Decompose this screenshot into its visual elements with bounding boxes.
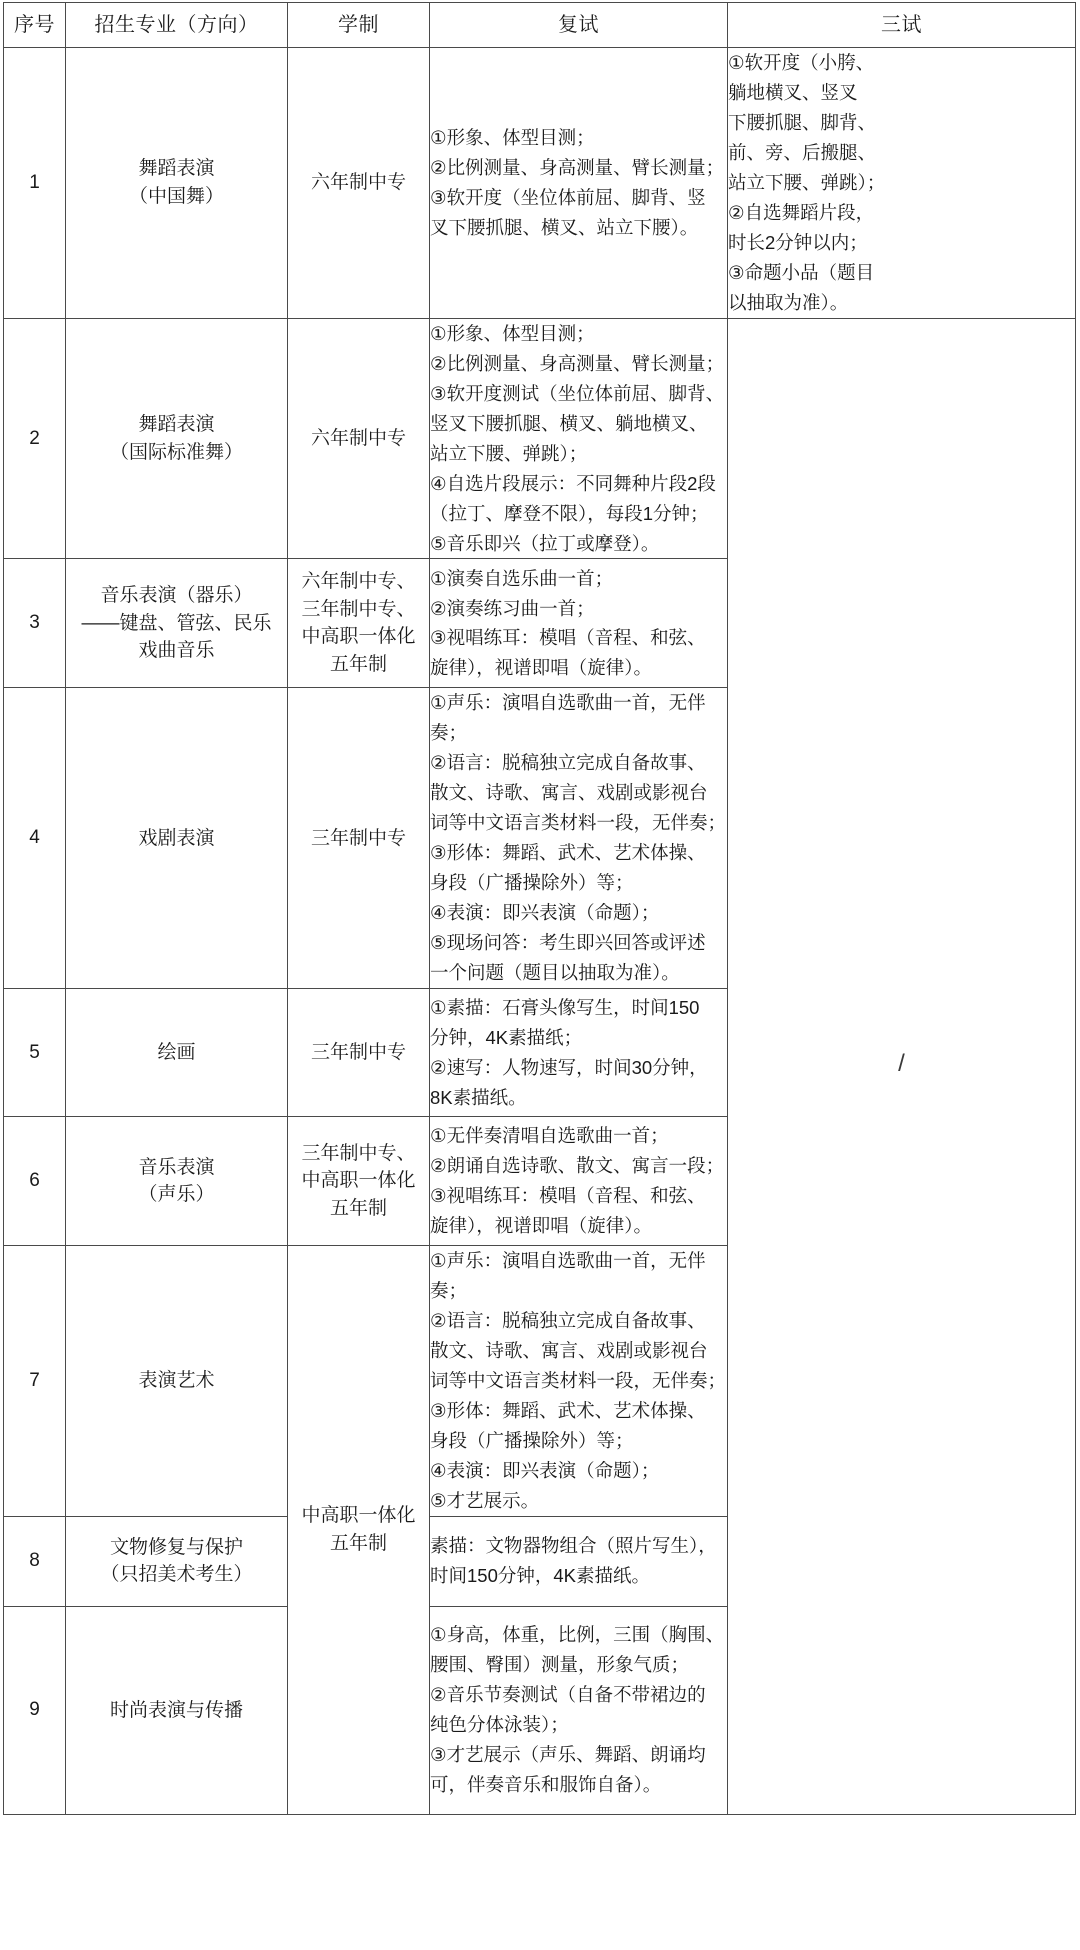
text-line: ②音乐节奏测试（自备不带裙边的 xyxy=(430,1684,706,1706)
text-line: ③视唱练耳：模唱（音程、和弦、 xyxy=(430,1185,706,1207)
cell-retest xyxy=(430,688,728,989)
text-line: 前、旁、后搬腿、 xyxy=(728,141,877,163)
text-line: ③软开度（坐位体前屈、脚背、竖 xyxy=(430,186,706,208)
text-line: ①声乐：演唱自选歌曲一首，无伴奏； xyxy=(430,1250,706,1302)
cell-no: 5 xyxy=(4,989,66,1117)
text-line: 腰围、臀围）测量，形象气质； xyxy=(430,1654,690,1676)
cell-system-merged xyxy=(288,1246,430,1815)
cell-no: 1 xyxy=(4,48,66,319)
text-line: 散文、诗歌、寓言、戏剧或影视台 xyxy=(430,782,708,804)
cell-system xyxy=(288,989,430,1117)
text-line: 可，伴奏音乐和服饰自备）。 xyxy=(430,1774,662,1796)
text-line: ①形象、体型目测； xyxy=(430,322,595,344)
cell-no: 6 xyxy=(4,1117,66,1246)
header-row xyxy=(4,3,1076,48)
cell-major xyxy=(66,989,288,1117)
text-line: ②演奏练习曲一首； xyxy=(430,597,595,619)
text-line: 六年制中专、 xyxy=(301,571,416,593)
text-line: （中国舞） xyxy=(128,185,224,207)
cell-system xyxy=(288,48,430,319)
column-header-third: 三试 xyxy=(728,3,1076,48)
text-line: 中高职一体化 xyxy=(301,1505,416,1527)
text-line: ④自选片段展示：不同舞种片段2段 xyxy=(430,472,716,494)
text-line: ②比例测量、身高测量、臂长测量； xyxy=(430,156,725,178)
cell-major xyxy=(66,1606,288,1814)
cell-no: 2 xyxy=(4,318,66,559)
column-header-major: 招生专业（方向） xyxy=(66,3,288,48)
text-line: 叉下腰抓腿、横叉、站立下腰）。 xyxy=(430,216,699,238)
text-line: 词等中文语言类材料一段，无伴奏； xyxy=(430,812,727,834)
text-line: 旋律），视谱即唱（旋律）。 xyxy=(430,1215,653,1237)
text-line: 三年制中专 xyxy=(310,827,406,849)
text-line: ①声乐：演唱自选歌曲一首，无伴奏； xyxy=(430,692,706,744)
cell-major xyxy=(66,48,288,319)
text-line: 下腰抓腿、脚背、 xyxy=(728,111,877,133)
text-line: 躺地横叉、竖叉 xyxy=(728,81,858,103)
text-line: 三年制中专、 xyxy=(301,598,416,620)
text-line: ——键盘、管弦、民乐 xyxy=(81,612,272,634)
text-line: 三年制中专 xyxy=(310,1041,406,1063)
text-line: ②语言：脱稿独立完成自备故事、 xyxy=(430,752,706,774)
column-header-retest: 复试 xyxy=(430,3,728,48)
text-line: 以抽取为准）。 xyxy=(728,291,849,313)
text-line: 纯色分体泳装）； xyxy=(430,1714,569,1736)
text-line: ③视唱练耳：模唱（音程、和弦、 xyxy=(430,627,706,649)
cell-retest xyxy=(430,1606,728,1814)
cell-no: 9 xyxy=(4,1606,66,1814)
text-line: ②朗诵自选诗歌、散文、寓言一段； xyxy=(430,1155,725,1177)
cell-no: 7 xyxy=(4,1246,66,1517)
cell-major xyxy=(66,559,288,688)
text-line: 舞蹈表演 xyxy=(138,158,215,180)
cell-third-merged xyxy=(728,318,1076,1814)
text-line: 音乐表演 xyxy=(138,1156,215,1178)
cell-system xyxy=(288,559,430,688)
text-line: ⑤音乐即兴（拉丁或摩登）。 xyxy=(430,532,660,554)
column-header-system: 学制 xyxy=(288,3,430,48)
text-line: 时长2分钟以内； xyxy=(728,231,868,253)
text-line: ⑤现场问答：考生即兴回答或评述 xyxy=(430,932,706,954)
text-line: ④表演：即兴表演（命题）； xyxy=(430,902,660,924)
text-line: 五年制 xyxy=(329,1533,387,1555)
text-line: 音乐表演（器乐） xyxy=(100,585,253,607)
cell-major xyxy=(66,1117,288,1246)
text-line: 文物修复与保护 xyxy=(109,1536,243,1558)
text-line: 散文、诗歌、寓言、戏剧或影视台 xyxy=(430,1340,708,1362)
text-line: 六年制中专 xyxy=(310,172,406,194)
text-line: 舞蹈表演 xyxy=(138,414,215,436)
cell-system xyxy=(288,1117,430,1246)
cell-no: 8 xyxy=(4,1516,66,1606)
table-row xyxy=(4,318,1076,559)
text-line: 一个问题（题目以抽取为准）。 xyxy=(430,962,680,984)
text-line: 词等中文语言类材料一段，无伴奏； xyxy=(430,1370,727,1392)
cell-system xyxy=(288,318,430,559)
text-line: 旋律），视谱即唱（旋律）。 xyxy=(430,657,653,679)
cell-retest xyxy=(430,1516,728,1606)
text-line: ②比例测量、身高测量、臂长测量； xyxy=(430,352,725,374)
text-line: ③形体：舞蹈、武术、艺术体操、 xyxy=(430,1400,706,1421)
text-line: （声乐） xyxy=(138,1184,215,1206)
text-line: ④表演：即兴表演（命题）； xyxy=(430,1459,660,1481)
text-line: （国际标准舞） xyxy=(109,441,243,463)
text-line: ①无伴奏清唱自选歌曲一首； xyxy=(430,1125,669,1147)
text-line: 戏曲音乐 xyxy=(138,640,215,662)
text-line: 六年制中专 xyxy=(310,427,406,449)
text-line: 五年制 xyxy=(329,1197,387,1219)
text-line: 中高职一体化 xyxy=(301,626,416,648)
text-line: 时尚表演与传播 xyxy=(109,1699,243,1721)
text-line: （只招美术考生） xyxy=(100,1564,253,1586)
cell-major xyxy=(66,1246,288,1517)
text-line: 时间150分钟，4K素描纸。 xyxy=(430,1565,650,1587)
cell-no: 4 xyxy=(4,688,66,989)
text-line: ②速写：人物速写，时间30分钟， xyxy=(430,1056,708,1078)
text-line: 竖叉下腰抓腿、横叉、躺地横叉、 xyxy=(430,412,708,434)
admissions-exam-table xyxy=(3,2,1076,1815)
table-row xyxy=(4,48,1076,319)
text-line: 身段（广播操除外）等； xyxy=(430,1429,634,1451)
text-line: 五年制 xyxy=(329,654,387,676)
text-line: 站立下腰、弹跳）； xyxy=(728,171,886,193)
cell-retest xyxy=(430,48,728,319)
table-page xyxy=(0,2,1080,1950)
text-line: ②语言：脱稿独立完成自备故事、 xyxy=(430,1310,706,1332)
text-line: ③形体：舞蹈、武术、艺术体操、 xyxy=(430,842,706,864)
text-line: 站立下腰、弹跳）； xyxy=(430,442,588,464)
text-line: 素描：文物器物组合（照片写生）， xyxy=(430,1535,717,1557)
cell-retest xyxy=(430,318,728,559)
text-line: ①软开度（小胯、 xyxy=(728,52,875,73)
table-header xyxy=(4,3,1076,48)
cell-retest xyxy=(430,559,728,688)
text-line: ①身高，体重，比例，三围（胸围、 xyxy=(430,1624,725,1646)
text-line: ⑤才艺展示。 xyxy=(430,1489,540,1511)
cell-retest xyxy=(430,989,728,1117)
cell-system xyxy=(288,688,430,989)
text-line: 戏剧表演 xyxy=(138,827,215,849)
text-line: ①素描：石膏头像写生，时间150 xyxy=(430,996,700,1018)
text-line: ②自选舞蹈片段， xyxy=(728,201,875,223)
text-line: ①形象、体型目测； xyxy=(430,126,595,148)
cell-major xyxy=(66,688,288,989)
cell-third xyxy=(728,48,1076,319)
cell-major xyxy=(66,318,288,559)
text-line: 身段（广播操除外）等； xyxy=(430,872,634,894)
cell-retest xyxy=(430,1117,728,1246)
text-line: 8K素描纸。 xyxy=(430,1086,527,1108)
text-line: ③命题小品（题目 xyxy=(728,261,875,283)
text-line: 分钟，4K素描纸； xyxy=(430,1026,583,1048)
text-line: ③软开度测试（坐位体前屈、脚背、 xyxy=(430,382,725,404)
table-body xyxy=(4,48,1076,1815)
text-line: 三年制中专、 xyxy=(301,1142,416,1164)
cell-retest xyxy=(430,1246,728,1517)
text-line: 绘画 xyxy=(157,1041,196,1063)
text-line: （拉丁、摩登不限），每段1分钟； xyxy=(430,502,709,524)
text-line: ③才艺展示（声乐、舞蹈、朗诵均 xyxy=(430,1744,706,1766)
column-header-no: 序号 xyxy=(4,3,66,48)
slash-placeholder: / xyxy=(898,1050,905,1078)
text-line: ①演奏自选乐曲一首； xyxy=(430,567,614,589)
text-line: 表演艺术 xyxy=(138,1370,215,1392)
text-line: 中高职一体化 xyxy=(301,1170,416,1192)
cell-no: 3 xyxy=(4,559,66,688)
cell-major xyxy=(66,1516,288,1606)
